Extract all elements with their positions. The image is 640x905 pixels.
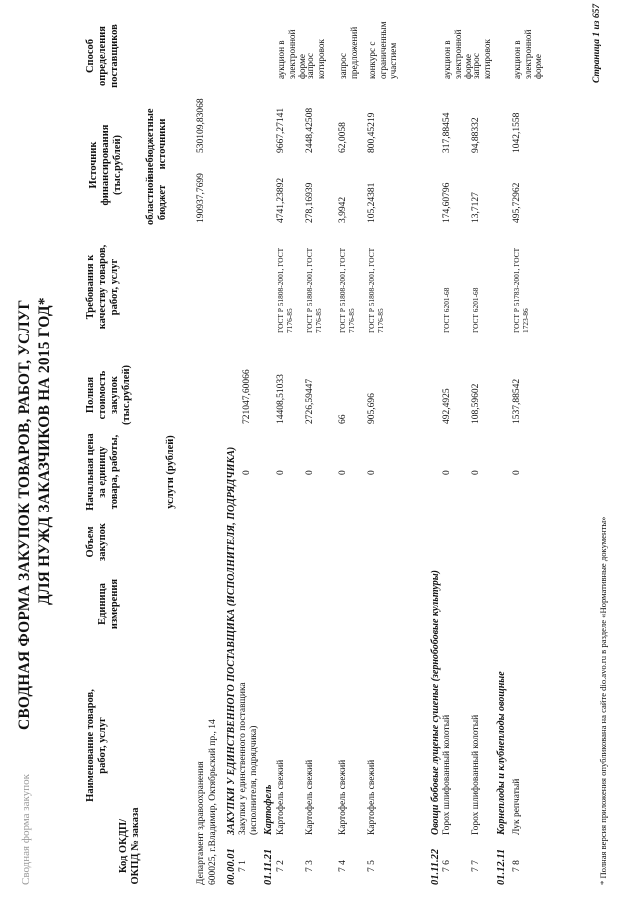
row-fund-external: 62,0058 [338,122,348,153]
row-requirements: ГОСТ Р 51808-2001, ГОСТ 7176-85 [305,247,323,333]
footer-note: * Полная версия приложения опубликована на сайте dio.avo.ru в разделе «Нормативные документы» [598,516,608,885]
row-requirements: ГОСТ Р 51808-2001, ГОСТ 7176-85 [276,247,294,333]
col-header-name: Наименование товаров, работ, услуг [85,689,108,802]
page-title-line1: СВОДНАЯ ФОРМА ЗАКУПОК ТОВАРОВ, РАБОТ, УСЛУГ [16,299,33,730]
page-number: Страница 1 из 657 [592,3,602,83]
row-name: Картофель свежий [276,759,286,835]
row-name: Картофель свежий [367,759,377,835]
row-total: 66 [338,414,348,424]
col-header-qty: Объем закупок [85,523,108,561]
section-title-legumes: Овощи бобовые лущеные сушеные (зернобобовые культуры) [430,570,441,835]
row-code: 7 5 [367,860,377,872]
row-price: 0 [471,470,481,475]
col-header-requirements: Требования к качеству товаров, работ, услуг [85,244,120,330]
col-header-unit: Единица измерения [97,578,120,630]
row-code: 7 6 [442,860,452,872]
row-total: 14408,51033 [276,374,286,424]
row-price: 0 [276,470,286,475]
row-method: аукцион в электронной форме [512,29,543,79]
row-fund-regional: 105,24381 [367,182,377,223]
row-total: 721047,60066 [242,369,252,424]
row-total: 492,4925 [442,388,452,424]
row-fund-external: 2448,42508 [305,107,315,153]
customer-address: 600025, г.Владимир, Октябрьский пр., 14 [208,719,218,885]
row-price: 0 [442,470,452,475]
total-external: 530109,83068 [196,98,206,153]
row-method: запрос котировок [305,39,326,79]
row-method: аукцион в электронной форме [442,29,473,79]
row-price: 0 [512,470,522,475]
section-title-single-supplier: ЗАКУПКИ У ЕДИНСТВЕННОГО ПОСТАВЩИКА (ИСПОЛНИТЕЛЯ, ПОДРЯДЧИКА) [226,446,237,835]
row-total: 1537,88542 [512,378,522,424]
row-total: 108,59602 [471,383,481,424]
row-name: Горох шлифованный колотый [471,714,481,835]
col-header-method: Способ определения поставщиков [85,24,120,88]
row-code: 7 2 [276,860,286,872]
col-header-price: Начальная цена за единицу товара, работы, [85,433,120,511]
section-code-single-supplier: 00.00.01 [226,848,237,885]
row-code: 7 4 [338,860,348,872]
row-method: запрос предложений [338,26,359,79]
section-code-root-vegetables: 01.12.11 [496,848,507,885]
col-header-fund-regional: областной бюджет [145,176,168,225]
row-fund-external: 800,45219 [367,112,377,153]
row-name: Лук репчатый [512,778,522,835]
row-total: 2726,59447 [305,378,315,424]
row-requirements: ГОСТ 6201-68 [442,287,451,333]
row-code: 7 1 [238,860,248,872]
row-name: Картофель свежий [338,759,348,835]
row-fund-external: 9667,27141 [276,107,286,153]
row-fund-external: 317,88454 [442,112,452,153]
row-requirements: ГОСТ Р 51783-2001, ГОСТ 1723-86 [512,247,530,333]
section-title-root-vegetables: Корнеплоды и клубнеплоды овощные [496,671,507,835]
row-price: 0 [242,470,252,475]
col-header-funding: Источник финансирования (тыс.рублей) [88,124,123,206]
section-title-potato: Картофель [263,784,274,835]
faded-header-text: Сводная форма закупок [20,774,32,885]
row-method: аукцион в электронной форме [276,29,307,79]
col-header-fund-external: внебюджетные источники [145,108,168,179]
row-price: 0 [305,470,315,475]
section-code-potato: 01.11.21 [263,848,274,885]
row-total: 905,696 [367,393,377,424]
row-name: Картофель свежий [305,759,315,835]
row-fund-regional: 495,72962 [512,182,522,223]
col-header-price-tail: услуги (рублей) [165,435,176,509]
col-header-total: Полная стоимость закупок (тыс.рублей) [85,364,132,426]
row-fund-regional: 13,7127 [471,192,481,223]
row-price: 0 [367,470,377,475]
row-fund-external: 94,88332 [471,117,481,153]
section-code-legumes: 01.11.22 [430,848,441,885]
row-price: 0 [338,470,348,475]
page-title-line2: ДЛЯ НУЖД ЗАКАЗЧИКОВ НА 2015 ГОД* [36,297,53,605]
row-name: Горох шлифованный колотый [442,714,452,835]
row-name: Закупки у единственного поставщика (исполнителя, подрядчика) [238,682,259,835]
col-header-code: Код ОКДП/ ОКПД № заказа [118,807,141,885]
row-method: запрос котировок [471,39,492,79]
row-method: конкурс с ограниченным участием [367,21,398,79]
row-requirements: ГОСТ Р 51808-2001, ГОСТ 7176-85 [338,247,356,333]
row-requirements: ГОСТ 6201-68 [471,287,480,333]
row-requirements: ГОСТ Р 51808-2001, ГОСТ 7176-85 [367,247,385,333]
row-code: 7 8 [512,860,522,872]
row-fund-regional: 3,9942 [338,196,348,223]
row-code: 7 7 [471,860,481,872]
row-fund-regional: 174,60796 [442,182,452,223]
customer-name: Департамент здравоохранения [196,761,206,885]
row-fund-regional: 278,16939 [305,182,315,223]
row-fund-regional: 4741,23892 [276,177,286,223]
row-code: 7 3 [305,860,315,872]
total-regional: 190937,7699 [196,173,206,223]
row-fund-external: 1042,1558 [512,112,522,153]
